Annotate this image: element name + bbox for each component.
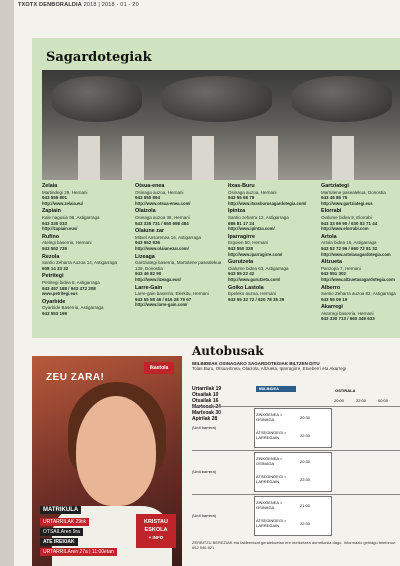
ad-slogan: ZEU ZARA! <box>46 372 105 383</box>
entry-address: Mitxel Ansorenea 16, Astigarraga <box>135 234 202 240</box>
cider-house-entry <box>135 209 223 226</box>
bus-route: ZINKOENEA > OSINAGA <box>256 412 283 422</box>
directory-column <box>228 184 316 305</box>
cider-house-entry <box>321 286 400 303</box>
entry-url[interactable]: www.petritegi.eus <box>42 291 78 297</box>
cider-house-entry <box>228 235 316 257</box>
ad-label: OTSAILAren 9ra <box>40 528 83 536</box>
entry-address: Oialume bidea 9, Elorrabi <box>321 214 372 220</box>
directory-column <box>321 184 400 325</box>
entry-name: Iparragirre <box>228 233 255 240</box>
cider-house-entry <box>135 184 223 206</box>
bus-date: Otsailak 10 <box>192 392 219 398</box>
entry-address: Santio zeharra 12, Astigarraga <box>228 214 289 220</box>
entry-phone: 608 14 33 32 <box>42 265 69 271</box>
col-header-ibilbidea: IBILBIDEA <box>256 386 296 392</box>
entry-address: Martutene pasealekua, Donostia <box>321 189 386 195</box>
entry-url[interactable]: http://www.artolasagardotegia.com <box>321 251 391 257</box>
entry-name: Rufino <box>42 233 60 240</box>
autobusak-section <box>192 344 400 550</box>
entry-phone: 943 330 713 / 660 349 633 <box>321 316 375 322</box>
entry-phone: 943 335 731 / 650 698 484 <box>135 220 189 226</box>
entry-name: Olaiune zar <box>135 228 165 235</box>
cider-house-entry <box>42 235 130 252</box>
ikastola-advertisement <box>32 356 182 566</box>
cider-house-entry <box>321 260 400 282</box>
cider-house-entry <box>42 255 130 272</box>
entry-address: Santio Zeharra auzoa 82, Astigarraga <box>321 291 396 297</box>
entry-url[interactable]: http://www.otsua-enea.com/ <box>135 200 191 206</box>
bus-date: Martxoak 30 <box>192 410 221 416</box>
entry-phone: 943 33 69 90 / 630 02 71 44 <box>321 220 378 226</box>
entry-url[interactable]: http://www.ipintza.com/ <box>228 226 275 232</box>
entry-name: Petritegi <box>42 273 64 280</box>
cider-house-entry <box>228 209 316 231</box>
entry-address: Oyarbide Baserria, Astigarraga <box>42 305 104 311</box>
bus-route: ATSEGINDEGI > LARREGAIN <box>256 430 287 440</box>
entry-name: Altzueta <box>321 259 342 266</box>
bus-time: 22:30 <box>300 477 311 482</box>
entry-url[interactable]: http://www.iparragirre.com/ <box>228 251 283 257</box>
entry-url[interactable]: http://www.altzuetasagardotegia.com <box>321 276 395 282</box>
cider-house-entry <box>321 305 400 322</box>
sagardotegiak-panel <box>32 38 400 338</box>
bus-date: Urtarrilak 19 <box>192 386 222 392</box>
bus-route: ATSEGINDEGI > LARREGAIN <box>256 474 287 484</box>
cider-house-entry <box>321 235 400 257</box>
ad-badge: KRISTAU ESKOLA + INFO <box>136 514 176 548</box>
directory-column <box>135 184 223 311</box>
entry-name: Otsua-enea <box>135 183 165 189</box>
row-divider <box>192 494 400 495</box>
bus-note: (Urdi barrera) <box>192 469 217 474</box>
autobusak-footer: ZERBITZU BEREZIAK eta taldeentzat geralekuetan ere merketzea aurreikusia dago. Informazio gehiago telefonoz: 652 546 821 <box>192 540 397 550</box>
row-divider <box>192 450 400 451</box>
entry-name: Gartziategi <box>321 183 349 189</box>
entry-address: Epeleko auzoa, Hernani <box>228 291 277 297</box>
entry-name: Lizeaga <box>135 253 155 260</box>
bus-time: 22:30 <box>300 433 311 438</box>
entry-name: Zapiain <box>42 208 61 215</box>
entry-name: Itxas-Buru <box>228 183 255 189</box>
entry-address: Osinaga auzoa 38, Hernani <box>135 214 190 220</box>
entry-url[interactable]: http://www.gartziategi.eus <box>321 200 373 206</box>
entry-phone: 943 52 72 96 / 660 72 81 32 <box>321 245 378 251</box>
directory-column <box>42 184 130 319</box>
entry-url[interactable]: http://www.lizeaga.eus/ <box>135 276 181 282</box>
cider-house-entry <box>135 255 223 283</box>
cider-house-entry <box>321 209 400 231</box>
entry-phone: 943 550 894 <box>135 195 161 201</box>
entry-name: Zelaia <box>42 183 58 189</box>
entry-address: Osinaga auzoa, Hernani <box>135 189 184 195</box>
entry-url[interactable]: http://www.gurutzeta.com/ <box>228 276 281 282</box>
cider-house-entry <box>135 286 223 308</box>
entry-address: Panzopa 7, Hernani <box>321 265 361 271</box>
entry-address: Larre-gain baserria, Elerkitu, Hernani <box>135 291 209 297</box>
entry-phone: 943 55 32 72 / 620 78 35 29 <box>228 296 285 302</box>
entry-address: Artola bidea 16, Astigarraga <box>321 240 377 246</box>
entry-address: Osinaga auzoa, Hernani <box>228 189 277 195</box>
entry-phone: 943 55 09 19 <box>321 296 348 302</box>
bus-route: ZINKOENEA > OSINAGA <box>256 500 283 510</box>
bus-date: Apirilak 28 <box>192 416 218 422</box>
cider-house-entry <box>228 260 316 282</box>
entry-phone: 943 550 328 <box>228 245 254 251</box>
entry-address: Gartziategi baserria, Martutene pasealekua 139, Donostia <box>135 260 222 271</box>
entry-url[interactable]: http://www.zelaia.eu/ <box>42 200 84 206</box>
entry-phone: 943 553 199 <box>42 310 68 316</box>
autobusak-title: Autobusak <box>192 344 264 358</box>
entry-url[interactable]: http://www.itxasburusagardotegia.com/ <box>228 200 307 206</box>
entry-phone: 943 552 936 <box>135 240 161 246</box>
entry-name: Larre-Gain <box>135 284 163 291</box>
entry-name: Akarregi <box>321 304 343 311</box>
col-hour: 20:00 <box>334 398 345 403</box>
col-hour: 00:00 <box>378 398 389 403</box>
cider-house-entry <box>42 209 130 231</box>
entry-address: Ergoien 50, Hernani <box>228 240 269 246</box>
entry-name: Olaizola <box>135 208 156 215</box>
cider-house-entry <box>228 184 316 206</box>
entry-name: Alberro <box>321 284 341 291</box>
ad-label: URTARRILAren 27a | 11:00etan <box>40 548 117 556</box>
bus-time: 21:00 <box>300 503 311 508</box>
section-title: Sagardotegiak <box>46 50 152 65</box>
ad-logo: ikastola <box>144 362 174 374</box>
bus-route: ATSEGINDEGI > LARREGAIN <box>256 518 287 528</box>
newspaper-page <box>14 0 400 566</box>
bus-note: (Urdi barrera) <box>192 425 217 430</box>
autobusak-subtitle: IBILBIDEAK OSINAGAKO SAGARDOTEGIAK BILTZEN DITU <box>192 361 320 366</box>
entry-name: Oyarbide <box>42 298 66 305</box>
ad-label: URTARRILAK 29tik <box>40 518 89 526</box>
entry-name: Goiko Lastola <box>228 284 264 291</box>
entry-address: Atelegi baserria, Hernani <box>42 240 92 246</box>
cider-house-entry <box>42 274 130 296</box>
running-header: TXOTX DENBORALDIA 2018 | 2018 - 01 - 20 <box>18 2 139 8</box>
bus-timetable <box>192 386 400 528</box>
entry-address: Kale nagusia 96, Astigarraga <box>42 214 100 220</box>
entry-phone: 943 551 302 <box>321 271 347 277</box>
girl-face <box>76 396 156 506</box>
entry-url[interactable]: http://www.olaiunezar.com/ <box>135 245 189 251</box>
bus-note: (Urdi barrera) <box>192 513 217 518</box>
entry-phone: 943 46 86 76 <box>321 195 348 201</box>
entry-url[interactable]: http://zapiain.eus/ <box>42 226 78 232</box>
entry-name: Gurutzeta <box>228 259 254 266</box>
cider-house-entry <box>321 184 400 206</box>
bus-route: ZINKOENEA > OSINAGA <box>256 456 283 466</box>
bus-time: 22:30 <box>300 521 311 526</box>
cider-house-photo <box>42 70 400 180</box>
entry-name: Artola <box>321 233 337 240</box>
entry-address: Oialume bidea 63, Astigarraga <box>228 265 289 271</box>
entry-phone: 943 55 58 46 / 616 28 79 67 <box>135 296 192 302</box>
entry-name: Rezola <box>42 253 60 260</box>
entry-url[interactable]: http://www.elorrabi.com <box>321 226 369 232</box>
bus-date: Martxoak 24 <box>192 404 221 410</box>
entry-phone: 943 55 22 42 <box>228 271 255 277</box>
col-header-ostirala: OSTIRALA <box>335 388 356 393</box>
entry-phone: 943 46 82 90 <box>135 271 162 277</box>
entry-phone: 943 552 739 <box>42 245 68 251</box>
entry-address: Akarregi baserria, Hernani <box>321 310 374 316</box>
entry-url[interactable]: http://www.larre-gain.com/ <box>135 302 188 308</box>
entry-name: Ipintza <box>228 208 246 215</box>
cider-house-entry <box>228 286 316 303</box>
entry-phone: 943 330 033 <box>42 220 68 226</box>
entry-phone: 686 81 17 24 <box>228 220 255 226</box>
row-divider <box>192 406 400 407</box>
cider-house-entry <box>135 229 223 251</box>
cider-house-entry <box>42 184 130 206</box>
entry-address: Santio Zeharra Auzoa 14, Astigarraga <box>42 260 118 266</box>
entry-name: Elorrabi <box>321 208 342 215</box>
entry-phone: 943 457 188 / 943 472 208 <box>42 285 96 291</box>
bus-time: 20:30 <box>300 415 311 420</box>
entry-phone: 943 55 68 79 <box>228 195 255 201</box>
entry-phone: 943 555 801 <box>42 195 68 201</box>
entry-address: Martindegi 29, Hernani <box>42 189 88 195</box>
bus-time: 20:30 <box>300 459 311 464</box>
ad-label: MATRIKULA <box>40 506 81 514</box>
entry-address: Petritegi bidea 8, Astigarraga <box>42 279 100 285</box>
autobusak-description: Tolas Buru, Otsua-Enea, Olaizola, Altzueta, Iparragirre, Etxeberri eta Akarregi <box>192 366 347 371</box>
ad-label: ATE IREKIAK <box>40 538 78 546</box>
col-hour: 22:00 <box>356 398 367 403</box>
cider-house-entry <box>42 300 130 317</box>
bus-date: Otsailak 16 <box>192 398 219 404</box>
